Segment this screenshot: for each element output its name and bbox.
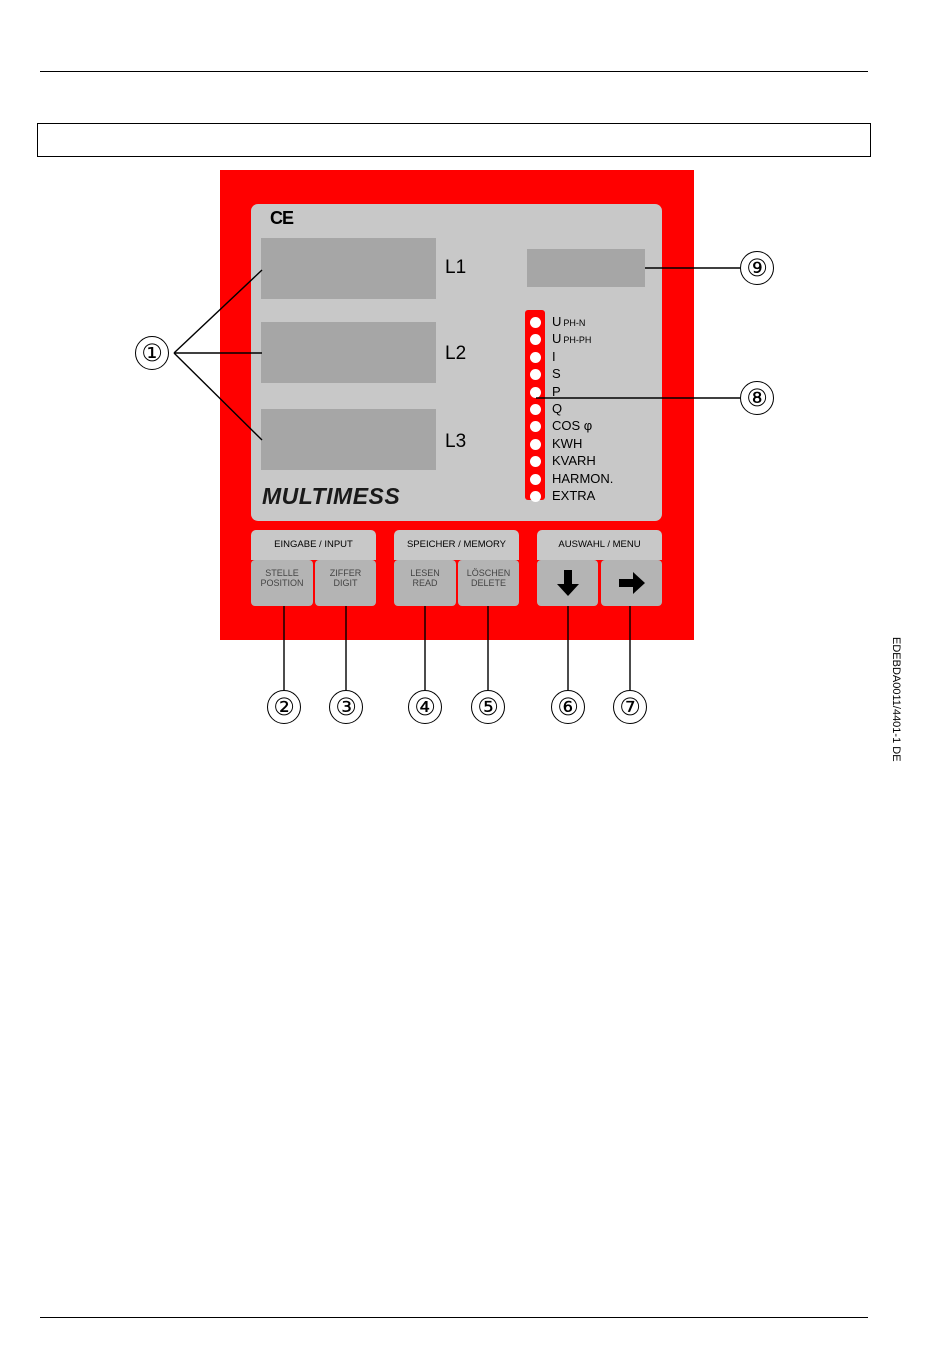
bottom-rule [40,1317,868,1318]
read-key-label-de: LESEN [410,568,440,578]
indicator-main: U [552,331,562,347]
indicator-main: KVARH [552,453,596,469]
callout-4: ④ [408,690,442,724]
indicator-sub: PH-PH [563,335,592,346]
label-l3: L3 [445,431,467,452]
position-key-label-de: STELLE [265,568,299,578]
read-key-label-en: READ [412,578,438,588]
indicator-main: HARMON. [552,470,614,486]
callout-3: ③ [329,690,363,724]
delete-key-label-de: LÖSCHEN [466,568,511,578]
digit-key-label-en: DIGIT [333,578,358,588]
label-l1: L1 [445,257,467,278]
menu-group-label: AUSWAHL / MENU [537,530,662,560]
memory-group-label: SPEICHER / MEMORY [394,530,519,560]
indicator-sub: PH-N [563,318,586,328]
indicator-main: COS φ [552,418,593,434]
label-l2: L2 [445,343,467,364]
callout-7: ⑦ [613,690,647,724]
callout-8: ⑧ [740,381,774,415]
ce-mark: CE [270,208,294,228]
callout-9: ⑨ [740,251,774,285]
callout-1: ① [135,336,169,370]
callout-6: ⑥ [551,690,585,724]
delete-key-label-en: DELETE [470,578,506,588]
indicator-main: EXTRA [552,488,596,503]
callout-5: ⑤ [471,690,505,724]
document-code: EDEBDA0011/4401-1 DE [890,637,902,762]
indicator-main: P [552,383,561,399]
input-group-label: EINGABE / INPUT [251,530,376,560]
brand-logo: MULTIMESS [262,483,401,509]
digit-key-label-de: ZIFFER [329,568,362,578]
indicator-main: KWH [552,435,583,451]
indicator-main: I [552,348,556,364]
position-key-label-en: POSITION [260,578,304,588]
indicator-main: Q [552,401,563,416]
indicator-main: S [552,366,561,382]
callout-2: ② [267,690,301,724]
indicator-main: U [552,314,562,329]
